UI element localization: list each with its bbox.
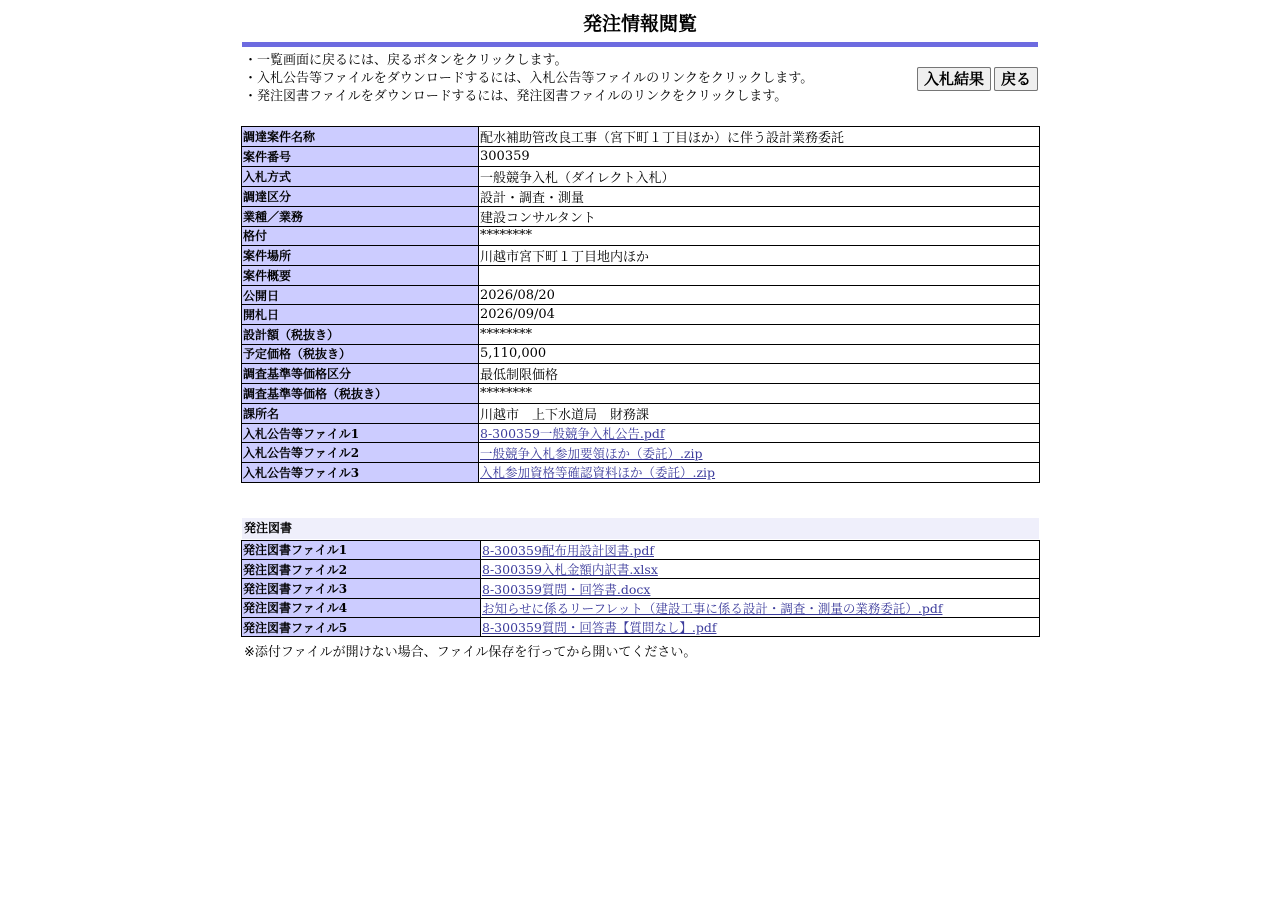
detail-row xyxy=(242,246,1040,266)
detail-label: 開札日 xyxy=(242,305,479,325)
action-buttons xyxy=(917,67,1038,91)
detail-value: 300359 xyxy=(479,147,1040,167)
back-button[interactable]: 戻る xyxy=(994,67,1038,91)
detail-value: 川越市 上下水道局 財務課 xyxy=(479,403,1040,423)
detail-value xyxy=(479,266,1040,286)
order-doc-row xyxy=(242,559,1040,578)
detail-label: 案件番号 xyxy=(242,147,479,167)
detail-label: 入札公告等ファイル1 xyxy=(242,423,479,443)
detail-value: ******** xyxy=(479,384,1040,404)
detail-value: 川越市宮下町１丁目地内ほか xyxy=(479,246,1040,266)
order-doc-file-link[interactable]: 8-300359配布用設計図書.pdf xyxy=(482,542,654,558)
detail-row xyxy=(242,147,1040,167)
detail-row xyxy=(242,462,1040,482)
detail-row xyxy=(242,423,1040,443)
detail-row xyxy=(242,305,1040,325)
detail-label: 課所名 xyxy=(242,403,479,423)
order-doc-label: 発注図書ファイル3 xyxy=(242,579,481,598)
detail-label: 入札方式 xyxy=(242,166,479,186)
order-doc-value xyxy=(481,559,1040,578)
detail-row xyxy=(242,285,1040,305)
detail-value: ******** xyxy=(479,324,1040,344)
bid-result-button[interactable]: 入札結果 xyxy=(917,67,991,91)
order-doc-file-link[interactable]: 8-300359質問・回答書【質問なし】.pdf xyxy=(482,620,717,636)
order-doc-file-link[interactable]: 8-300359質問・回答書.docx xyxy=(482,581,651,597)
order-doc-row xyxy=(242,579,1040,598)
order-doc-value xyxy=(481,579,1040,598)
detail-label: 調達区分 xyxy=(242,186,479,206)
detail-label: 設計額（税抜き） xyxy=(242,324,479,344)
detail-row xyxy=(242,443,1040,463)
detail-label: 入札公告等ファイル3 xyxy=(242,462,479,482)
detail-value xyxy=(479,443,1040,463)
detail-label: 公開日 xyxy=(242,285,479,305)
detail-label: 調達案件名称 xyxy=(242,127,479,147)
bid-notice-file-link[interactable]: 8-300359一般競争入札公告.pdf xyxy=(480,426,665,442)
detail-label: 案件概要 xyxy=(242,266,479,286)
order-doc-row xyxy=(242,598,1040,617)
order-doc-value xyxy=(481,618,1040,637)
order-docs-heading: 発注図書 xyxy=(242,518,1039,539)
bid-notice-file-link[interactable]: 入札参加資格等確認資料ほか（委託）.zip xyxy=(480,465,716,481)
detail-row xyxy=(242,403,1040,423)
detail-label: 格付 xyxy=(242,226,479,246)
detail-label: 調査基準等価格区分 xyxy=(242,364,479,384)
detail-label: 業種／業務 xyxy=(242,206,479,226)
order-doc-row xyxy=(242,540,1040,559)
detail-value xyxy=(479,423,1040,443)
detail-value: ******** xyxy=(479,226,1040,246)
detail-value: 建設コンサルタント xyxy=(479,206,1040,226)
detail-row xyxy=(242,166,1040,186)
order-doc-value xyxy=(481,598,1040,617)
detail-row xyxy=(242,266,1040,286)
detail-value: 5,110,000 xyxy=(479,344,1040,364)
detail-value: 一般競争入札（ダイレクト入札） xyxy=(479,166,1040,186)
detail-label: 案件場所 xyxy=(242,246,479,266)
order-doc-label: 発注図書ファイル4 xyxy=(242,598,481,617)
detail-label: 入札公告等ファイル2 xyxy=(242,443,479,463)
page xyxy=(241,0,1039,660)
instruction-line: ・発注図書ファイルをダウンロードするには、発注図書ファイルのリンクをクリックします。 xyxy=(244,89,788,104)
order-doc-row xyxy=(242,618,1040,637)
detail-value: 最低制限価格 xyxy=(479,364,1040,384)
detail-value: 2026/08/20 xyxy=(479,285,1040,305)
detail-row xyxy=(242,127,1040,147)
detail-value: 配水補助管改良工事（宮下町１丁目ほか）に伴う設計業務委託 xyxy=(479,127,1040,147)
detail-value: 2026/09/04 xyxy=(479,305,1040,325)
details-table xyxy=(241,126,1040,483)
detail-value xyxy=(479,462,1040,482)
detail-row xyxy=(242,226,1040,246)
attachment-note: ※添付ファイルが開けない場合、ファイル保存を行ってから開いてください。 xyxy=(244,645,697,661)
order-doc-label: 発注図書ファイル1 xyxy=(242,540,481,559)
order-doc-label: 発注図書ファイル2 xyxy=(242,559,481,578)
order-doc-value xyxy=(481,540,1040,559)
intro-area xyxy=(241,47,1039,126)
order-doc-file-link[interactable]: お知らせに係るリーフレット（建設工事に係る設計・調査・測量の業務委託）.pdf xyxy=(482,600,943,616)
detail-row xyxy=(242,364,1040,384)
order-doc-label: 発注図書ファイル5 xyxy=(242,618,481,637)
detail-row xyxy=(242,186,1040,206)
order-docs-table xyxy=(241,540,1040,638)
detail-row xyxy=(242,384,1040,404)
detail-row xyxy=(242,324,1040,344)
detail-label: 調査基準等価格（税抜き） xyxy=(242,384,479,404)
detail-value: 設計・調査・測量 xyxy=(479,186,1040,206)
instruction-line: ・入札公告等ファイルをダウンロードするには、入札公告等ファイルのリンクをクリックします。 xyxy=(244,71,814,86)
instructions xyxy=(244,52,813,106)
detail-label: 予定価格（税抜き） xyxy=(242,344,479,364)
order-doc-file-link[interactable]: 8-300359入札金額内訳書.xlsx xyxy=(482,562,658,578)
page-title: 発注情報閲覧 xyxy=(582,13,697,35)
bid-notice-file-link[interactable]: 一般競争入札参加要領ほか（委託）.zip xyxy=(480,445,703,461)
instruction-line: ・一覧画面に戻るには、戻るボタンをクリックします。 xyxy=(244,53,568,68)
detail-row xyxy=(242,344,1040,364)
detail-row xyxy=(242,206,1040,226)
